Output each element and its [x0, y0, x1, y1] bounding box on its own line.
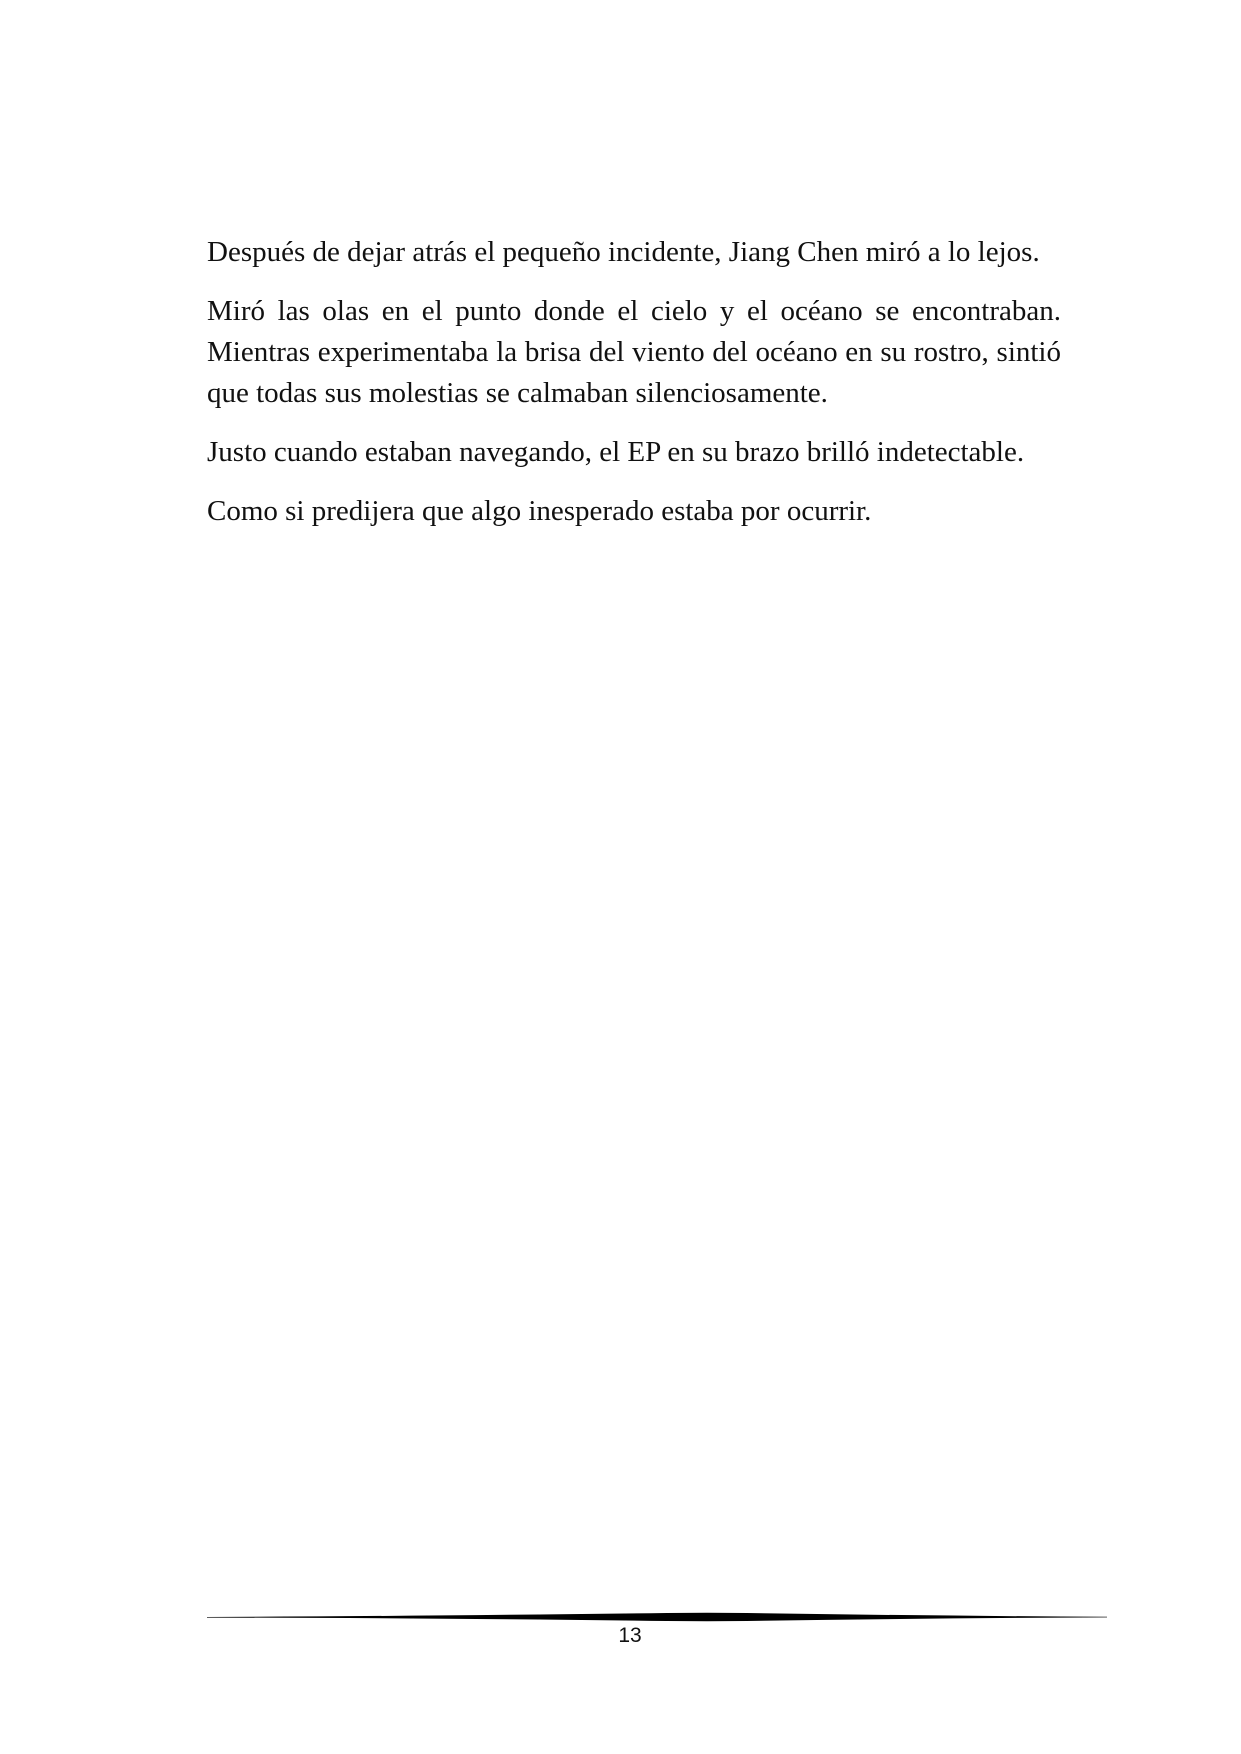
footer-divider — [207, 1610, 1107, 1624]
paragraph-1: Después de dejar atrás el pequeño incidente, Jiang Chen miró a lo lejos. — [207, 236, 1040, 268]
paragraph-3: Justo cuando estaban navegando, el EP en su brazo brilló indetectable. — [207, 436, 1025, 468]
paragraph-2: Miró las olas en el punto donde el cielo y el océano se encontraban. Mientras experimentaba la brisa del viento del océano en su rostro, sintió que todas sus molestias se calmaban silenciosamente. — [207, 295, 1061, 409]
page-number: 13 — [618, 1624, 642, 1647]
paragraph-4: Como si predijera que algo inesperado estaba por ocurrir. — [207, 495, 872, 527]
body-text — [207, 232, 1061, 550]
